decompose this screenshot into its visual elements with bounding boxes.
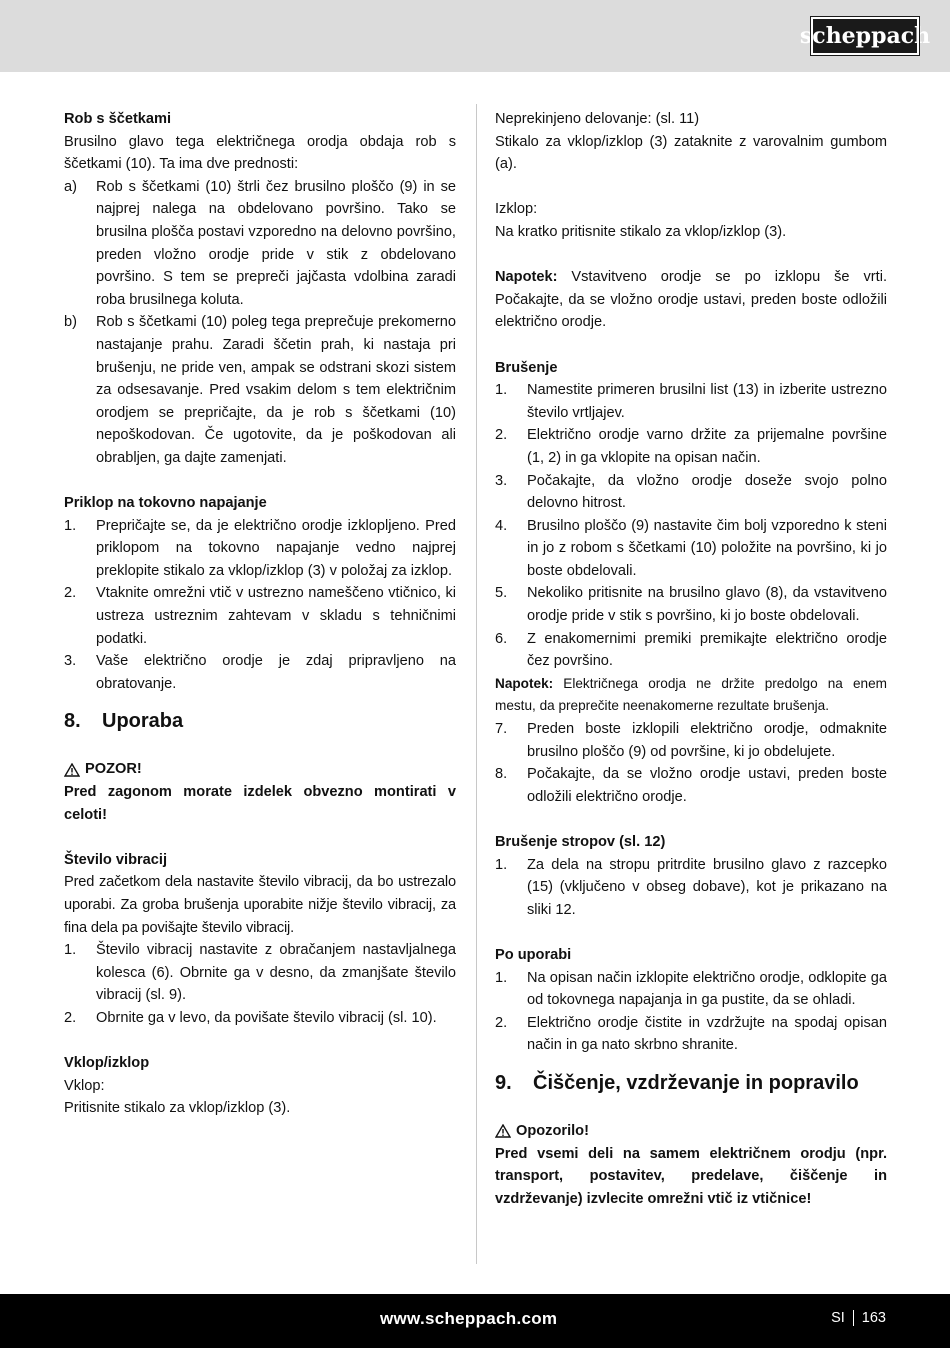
list-item <box>495 470 887 515</box>
warning-triangle-icon <box>64 763 80 777</box>
list-text: Počakajte, da se vložno orodje ustavi, preden boste odložili električno orodje. <box>527 766 887 805</box>
list-marker: 1. <box>64 942 77 959</box>
izklop-label: Izklop: <box>495 201 538 218</box>
warning-label: Opozorilo! <box>516 1122 589 1139</box>
list-marker: 8. <box>495 766 508 783</box>
priklop-title: Priklop na tokovno napajanje <box>64 495 267 512</box>
list-text: Nekoliko pritisnite na brusilno glavo (8), da vstavitveno orodje pride v stik s površino, ki jo boste obdelovali. <box>527 585 887 625</box>
list-marker: 1. <box>495 969 508 986</box>
rob-intro: Brusilno glavo tega električnega orodja obdaja rob s ščetkami (10). Ta ima dve prednosti: <box>64 133 456 173</box>
list-marker: 5. <box>495 585 508 602</box>
section-title: Čiščenje, vzdrževanje in popravilo <box>533 1071 859 1094</box>
napotek-2 <box>495 673 887 718</box>
vibracije-list <box>64 939 456 1029</box>
opozorilo-text: Pred vsemi deli na samem električnem orodju (npr. transport, postavitev, predelave, čiščenje in vzdrževanje) izvlecite omrežni vtič iz vtičnice! <box>495 1145 887 1207</box>
list-marker: 2. <box>64 1009 77 1026</box>
section-9-heading <box>495 1068 887 1098</box>
list-text: Brusilno ploščo (9) nastavite čim bolj vzporedno k steni in jo z robom s ščetkami (10) položite na površino, ki jo boste obdelovali. <box>527 517 887 579</box>
list-text: Namestite primeren brusilni list (13) in izberite ustrezno število vrtljajev. <box>527 382 887 421</box>
napotek-text: Vstavitveno orodje se po izklopu še vrti. Počakajte, da se vložno orodje ustavi, preden boste odložili električno orodje. <box>495 269 887 331</box>
izklop-text: Na kratko pritisnite stikalo za vklop/izklop (3). <box>495 223 787 240</box>
brusenje-list-2 <box>495 718 887 808</box>
strop-title: Brušenje stropov (sl. 12) <box>495 834 666 850</box>
section-number: 9. <box>495 1071 512 1094</box>
list-item <box>495 718 887 763</box>
napotek-text: Električnega orodja ne držite predolgo na enem mestu, da preprečite neenakomerne rezultate brušenja. <box>495 675 887 714</box>
vibracije-intro: Pred začetkom dela nastavite število vibracij, da bo ustrezalo uporabi. Za groba brušenja uporabite nižje število vibracij, za fina dela pa povišajte število vibracij. <box>64 874 456 936</box>
list-marker: 2. <box>495 427 508 444</box>
opozorilo-warning <box>495 1120 887 1143</box>
priklop-list <box>64 515 456 696</box>
list-text: Počakajte, da vložno orodje doseže svojo polno delovno hitrost. <box>527 472 887 512</box>
list-item <box>495 424 887 469</box>
warning-label: POZOR! <box>85 761 142 778</box>
vibracije-title: Število vibracij <box>64 851 168 868</box>
list-marker: 2. <box>495 1014 508 1031</box>
section-title: Uporaba <box>102 710 184 733</box>
neprekinjeno-text: Stikalo za vklop/izklop (3) zataknite z varovalnim gumbom (a). <box>495 133 887 173</box>
list-marker: 6. <box>495 630 508 647</box>
neprekinjeno-label: Neprekinjeno delovanje: (sl. 11) <box>495 111 700 127</box>
po-uporabi-title: Po uporabi <box>495 946 572 963</box>
list-text: Za dela na stropu pritrdite brusilno glavo z razcepko (15) (vključeno v obseg dobave), kot je prikazano na sliki 12. <box>527 856 887 918</box>
napotek-label: Napotek: <box>495 675 554 691</box>
list-text: Rob s ščetkami (10) štrli čez brusilno ploščo (9) in se najprej nalega na obdelovano površino. Tako se brusilna plošča postavi vzporedno na delovno površino, preden vložno orodje pride v stik z obdelovano površino. S tem se prepreči jajčasta vdolbina zaradi roba brusilnega koluta. <box>96 178 456 308</box>
column-divider <box>476 104 477 1264</box>
list-item <box>495 628 887 673</box>
list-item <box>495 515 887 583</box>
list-item <box>64 311 456 469</box>
list-item <box>64 939 456 1007</box>
list-item <box>64 176 456 312</box>
section-8-heading <box>64 706 456 736</box>
list-marker: 2. <box>64 585 77 602</box>
footer-bar <box>0 1294 950 1348</box>
pozor-text: Pred zagonom morate izdelek obvezno montirati v celoti! <box>64 784 456 823</box>
section-number: 8. <box>64 710 81 733</box>
list-item <box>64 582 456 650</box>
rob-title: Rob s ščetkami <box>64 111 172 127</box>
list-text: Vaše električno orodje je zdaj pripravljeno na obratovanje. <box>96 653 456 692</box>
list-text: Obrnite ga v levo, da povišate število vibracij (sl. 10). <box>96 1009 437 1026</box>
list-marker: 1. <box>64 517 77 534</box>
list-marker: 7. <box>495 721 508 738</box>
list-marker: 1. <box>495 382 508 399</box>
list-text: Električno orodje varno držite za prijemalne površine (1, 2) in ga vklopite na opisan način. <box>527 427 887 466</box>
left-column <box>64 108 456 1120</box>
vklop-text: Pritisnite stikalo za vklop/izklop (3). <box>64 1100 291 1117</box>
list-text: Na opisan način izklopite električno orodje, odklopite ga od tokovnega napajanja in ga pustite, da se ohladi. <box>527 969 887 1009</box>
separator <box>853 1310 854 1326</box>
list-text: Z enakomernimi premiki premikajte električno orodje čez površino. <box>527 630 887 670</box>
list-marker: 3. <box>495 472 508 489</box>
list-marker: 3. <box>64 653 77 670</box>
list-text: Število vibracij nastavite z obračanjem nastavljalnega kolesca (6). Obrnite ga v desno, da zmanjšate število vibracij (sl. 9). <box>96 942 456 1004</box>
list-text: Prepričajte se, da je električno orodje izklopljeno. Pred priklopom na tokovno napajanje vedno najprej preklopite stikalo za vklop/izklop (3) v položaj za izklop. <box>96 517 456 579</box>
pozor-warning <box>64 758 456 781</box>
vklop-title: Vklop/izklop <box>64 1055 150 1072</box>
list-text: Preden boste izklopili električno orodje, odmaknite brusilno ploščo (9) od površine, ki jo obdelujete. <box>527 721 887 760</box>
rob-list <box>64 176 456 470</box>
scheppach-logo: scheppach <box>811 17 919 55</box>
brusenje-list <box>495 379 887 673</box>
vklop-label: Vklop: <box>64 1077 105 1094</box>
list-text: Električno orodje čistite in vzdržujte na spodaj opisan način in ga nato skrbno shranite. <box>527 1014 887 1054</box>
po-uporabi-list <box>495 967 887 1057</box>
page-indicator <box>831 1310 886 1326</box>
brusenje-title: Brušenje <box>495 359 558 376</box>
list-item <box>495 763 887 808</box>
page-number: 163 <box>861 1310 886 1326</box>
list-item <box>495 967 887 1012</box>
list-text: Vtaknite omrežni vtič v ustrezno nameščeno vtičnico, ki ustreza ustreznim zahtevam v skladu s tehničnimi podatki. <box>96 585 456 647</box>
list-item <box>64 515 456 583</box>
list-marker: b) <box>64 314 77 331</box>
list-item <box>64 1007 456 1030</box>
header-bar <box>0 0 950 72</box>
list-marker: a) <box>64 178 77 195</box>
strop-list <box>495 854 887 922</box>
list-item <box>495 1012 887 1057</box>
napotek-label: Napotek: <box>495 269 558 286</box>
warning-triangle-icon <box>495 1124 511 1138</box>
website-link[interactable]: www.scheppach.com <box>380 1309 558 1328</box>
list-item <box>495 582 887 627</box>
list-item <box>495 379 887 424</box>
list-item <box>495 854 887 922</box>
language-code: SI <box>831 1310 845 1326</box>
list-marker: 1. <box>495 856 508 873</box>
list-marker: 4. <box>495 517 508 534</box>
right-column <box>495 108 887 1210</box>
list-item <box>64 650 456 695</box>
list-text: Rob s ščetkami (10) poleg tega preprečuje prekomerno nastajanje prahu. Zaradi ščetin prah, ki nastaja pri brušenju, ne pride ven, ampak se odstrani skozi sistem za odsesavanje. Pred vsakim delom s tem električnim orodjem se prepričajte, da je rob s ščetkami (10) nepoškodovan. Če ugotovite, da je poškodovan ali obrabljen, ga dajte zamenjati. <box>96 314 456 466</box>
napotek-1 <box>495 266 887 334</box>
